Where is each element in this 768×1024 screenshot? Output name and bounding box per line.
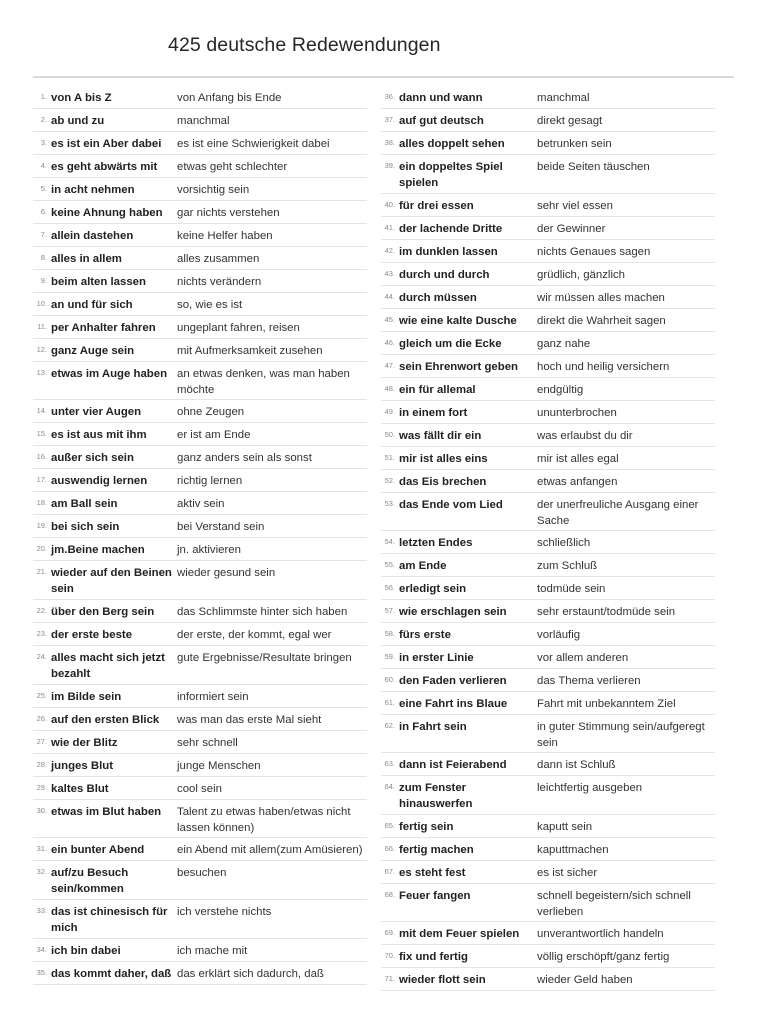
idiom-meaning: nichts verändern xyxy=(177,276,262,288)
idiom-phrase: an und für sich xyxy=(51,299,133,311)
list-item xyxy=(381,401,715,424)
idiom-meaning: sehr viel essen xyxy=(537,200,613,212)
idiom-phrase: bei sich sein xyxy=(51,521,120,533)
item-number: 17. xyxy=(36,475,47,484)
item-number: 6. xyxy=(40,207,47,216)
idiom-phrase: im Bilde sein xyxy=(51,691,122,703)
list-item xyxy=(33,339,367,362)
list-item xyxy=(33,731,367,754)
item-number: 38. xyxy=(384,138,395,147)
item-number: 65. xyxy=(384,821,395,830)
item-number: 25. xyxy=(36,691,47,700)
item-number: 59. xyxy=(384,652,395,661)
list-item xyxy=(33,708,367,731)
idiom-phrase: im dunklen lassen xyxy=(399,246,498,258)
idiom-phrase: mir ist alles eins xyxy=(399,453,488,465)
list-item xyxy=(381,155,715,194)
list-item xyxy=(33,132,367,155)
idiom-meaning: es ist sicher xyxy=(537,867,598,879)
idiom-phrase: das kommt daher, daß xyxy=(51,968,172,980)
item-number: 57. xyxy=(384,606,395,615)
list-item xyxy=(381,600,715,623)
idiom-meaning: schließlich xyxy=(537,537,591,549)
idiom-meaning: cool sein xyxy=(177,783,222,795)
item-number: 54. xyxy=(384,537,395,546)
item-number: 52. xyxy=(384,476,395,485)
idiom-phrase: etwas im Auge haben xyxy=(51,368,168,380)
item-number: 22. xyxy=(36,606,47,615)
idiom-phrase: ich bin dabei xyxy=(51,945,121,957)
item-number: 7. xyxy=(40,230,47,239)
list-item xyxy=(381,577,715,600)
list-item xyxy=(381,378,715,401)
idiom-phrase: beim alten lassen xyxy=(51,276,146,288)
list-item xyxy=(381,692,715,715)
idiom-meaning: ungeplant fahren, reisen xyxy=(177,322,300,334)
idiom-phrase: ein bunter Abend xyxy=(51,844,145,856)
list-item xyxy=(381,861,715,884)
item-number: 14. xyxy=(36,406,47,415)
idiom-phrase: in erster Linie xyxy=(399,652,474,664)
idiom-meaning: von Anfang bis Ende xyxy=(177,92,282,104)
item-number: 33. xyxy=(36,906,47,915)
item-number: 69. xyxy=(384,928,395,937)
idiom-meaning: wieder Geld haben xyxy=(537,974,633,986)
idiom-phrase: am Ende xyxy=(399,560,447,572)
list-item xyxy=(33,962,367,985)
item-number: 56. xyxy=(384,583,395,592)
idiom-meaning: der unerfreuliche Ausgang einer Sache xyxy=(537,499,699,527)
idiom-phrase: sein Ehrenwort geben xyxy=(399,361,518,373)
idiom-meaning: sehr schnell xyxy=(177,737,238,749)
idiom-phrase: auswendig lernen xyxy=(51,475,148,487)
idiom-phrase: wie eine kalte Dusche xyxy=(399,315,517,327)
idiom-phrase: unter vier Augen xyxy=(51,406,142,418)
list-item xyxy=(381,623,715,646)
list-item xyxy=(33,515,367,538)
idiom-meaning: Fahrt mit unbekanntem Ziel xyxy=(537,698,676,710)
idiom-meaning: informiert sein xyxy=(177,691,249,703)
item-number: 16. xyxy=(36,452,47,461)
list-item xyxy=(381,646,715,669)
idiom-phrase: auf/zu Besuch sein/kommen xyxy=(51,867,129,895)
list-item xyxy=(381,838,715,861)
idiom-meaning: sehr erstaunt/todmüde sein xyxy=(537,606,676,618)
item-number: 67. xyxy=(384,867,395,876)
idiom-meaning: so, wie es ist xyxy=(177,299,243,311)
idiom-meaning: besuchen xyxy=(177,867,227,879)
list-item xyxy=(381,309,715,332)
list-item xyxy=(33,400,367,423)
idiom-phrase: den Faden verlieren xyxy=(399,675,507,687)
list-item xyxy=(33,293,367,316)
item-number: 19. xyxy=(36,521,47,530)
idiom-phrase: alles doppelt sehen xyxy=(399,138,505,150)
idiom-meaning: ein Abend mit allem(zum Amüsieren) xyxy=(177,844,363,856)
item-number: 64. xyxy=(384,782,395,791)
list-item xyxy=(33,861,367,900)
item-number: 4. xyxy=(40,161,47,170)
item-number: 13. xyxy=(36,368,47,377)
idiom-phrase: von A bis Z xyxy=(51,92,112,104)
idiom-phrase: erledigt sein xyxy=(399,583,467,595)
idiom-meaning: wir müssen alles machen xyxy=(537,292,665,304)
idiom-phrase: allein dastehen xyxy=(51,230,134,242)
idiom-phrase: fertig machen xyxy=(399,844,474,856)
item-number: 62. xyxy=(384,721,395,730)
idiom-meaning: ich mache mit xyxy=(177,945,248,957)
idiom-phrase: dann ist Feierabend xyxy=(399,759,507,771)
item-number: 24. xyxy=(36,652,47,661)
idiom-phrase: keine Ahnung haben xyxy=(51,207,163,219)
idiom-phrase: fürs erste xyxy=(399,629,451,641)
list-item xyxy=(33,900,367,939)
idiom-meaning: zum Schluß xyxy=(537,560,598,572)
list-item xyxy=(381,554,715,577)
idiom-meaning: das Thema verlieren xyxy=(537,675,641,687)
item-number: 36. xyxy=(384,92,395,101)
list-item xyxy=(381,355,715,378)
item-number: 30. xyxy=(36,806,47,815)
idiom-meaning: das erklärt sich dadurch, daß xyxy=(177,968,324,980)
list-item xyxy=(33,109,367,132)
idiom-phrase: zum Fenster hinauswerfen xyxy=(399,782,473,810)
idiom-phrase: es ist ein Aber dabei xyxy=(51,138,162,150)
idiom-phrase: eine Fahrt ins Blaue xyxy=(399,698,508,710)
item-number: 12. xyxy=(36,345,47,354)
list-item xyxy=(33,247,367,270)
idiom-phrase: außer sich sein xyxy=(51,452,134,464)
idiom-phrase: der lachende Dritte xyxy=(399,223,503,235)
item-number: 32. xyxy=(36,867,47,876)
list-item xyxy=(381,240,715,263)
idiom-meaning: jn. aktivieren xyxy=(177,544,241,556)
idiom-meaning: ganz nahe xyxy=(537,338,591,350)
list-item xyxy=(381,424,715,447)
idiom-phrase: gleich um die Ecke xyxy=(399,338,502,350)
list-item xyxy=(33,538,367,561)
idiom-meaning: ohne Zeugen xyxy=(177,406,245,418)
list-item xyxy=(33,939,367,962)
idiom-phrase: für drei essen xyxy=(399,200,474,212)
list-item xyxy=(381,884,715,922)
idiom-meaning: das Schlimmste hinter sich haben xyxy=(177,606,348,618)
list-item xyxy=(33,646,367,685)
idiom-meaning: was man das erste Mal sieht xyxy=(177,714,322,726)
item-number: 39. xyxy=(384,161,395,170)
item-number: 29. xyxy=(36,783,47,792)
item-number: 23. xyxy=(36,629,47,638)
list-item xyxy=(381,109,715,132)
idiom-phrase: das Eis brechen xyxy=(399,476,487,488)
list-item xyxy=(33,446,367,469)
item-number: 27. xyxy=(36,737,47,746)
idiom-phrase: es ist aus mit ihm xyxy=(51,429,147,441)
idiom-phrase: durch und durch xyxy=(399,269,490,281)
idiom-phrase: fix und fertig xyxy=(399,951,468,963)
idiom-meaning: beide Seiten täuschen xyxy=(537,161,650,173)
list-item xyxy=(33,777,367,800)
idiom-phrase: wie der Blitz xyxy=(51,737,118,749)
idiom-meaning: ganz anders sein als sonst xyxy=(177,452,312,464)
item-number: 47. xyxy=(384,361,395,370)
idiom-meaning: nichts Genaues sagen xyxy=(537,246,651,258)
item-number: 49. xyxy=(384,407,395,416)
phrase-list-left xyxy=(33,86,367,985)
list-item xyxy=(33,469,367,492)
idiom-phrase: wieder flott sein xyxy=(399,974,486,986)
item-number: 8. xyxy=(40,253,47,262)
idiom-meaning: etwas geht schlechter xyxy=(177,161,288,173)
idiom-meaning: der erste, der kommt, egal wer xyxy=(177,629,332,641)
item-number: 18. xyxy=(36,498,47,507)
idiom-meaning: vorsichtig sein xyxy=(177,184,250,196)
idiom-meaning: direkt gesagt xyxy=(537,115,603,127)
idiom-phrase: in einem fort xyxy=(399,407,468,419)
idiom-meaning: gute Ergebnisse/Resultate bringen xyxy=(177,652,352,664)
list-item xyxy=(33,155,367,178)
idiom-meaning: junge Menschen xyxy=(177,760,261,772)
idiom-phrase: alles in allem xyxy=(51,253,122,265)
item-number: 71. xyxy=(384,974,395,983)
list-item xyxy=(381,493,715,531)
idiom-meaning: alles zusammen xyxy=(177,253,260,265)
list-item xyxy=(381,945,715,968)
item-number: 34. xyxy=(36,945,47,954)
idiom-meaning: kaputtmachen xyxy=(537,844,609,856)
list-item xyxy=(33,178,367,201)
idiom-phrase: ganz Auge sein xyxy=(51,345,135,357)
idiom-meaning: todmüde sein xyxy=(537,583,606,595)
idiom-meaning: hoch und heilig versichern xyxy=(537,361,670,373)
list-item xyxy=(381,263,715,286)
idiom-phrase: das Ende vom Lied xyxy=(399,499,503,511)
idiom-phrase: fertig sein xyxy=(399,821,454,833)
list-item xyxy=(33,600,367,623)
list-item xyxy=(381,815,715,838)
list-item xyxy=(381,470,715,493)
item-number: 1. xyxy=(40,92,47,101)
idiom-phrase: letzten Endes xyxy=(399,537,473,549)
idiom-phrase: junges Blut xyxy=(51,760,114,772)
list-item xyxy=(33,561,367,600)
item-number: 45. xyxy=(384,315,395,324)
list-item xyxy=(381,968,715,991)
idiom-phrase: jm.Beine machen xyxy=(51,544,145,556)
list-item xyxy=(381,286,715,309)
list-item xyxy=(33,623,367,646)
item-number: 50. xyxy=(384,430,395,439)
title-divider xyxy=(33,76,734,78)
list-item xyxy=(33,685,367,708)
item-number: 41. xyxy=(384,223,395,232)
idiom-phrase: mit dem Feuer spielen xyxy=(399,928,520,940)
item-number: 28. xyxy=(36,760,47,769)
idiom-meaning: leichtfertig ausgeben xyxy=(537,782,643,794)
idiom-meaning: er ist am Ende xyxy=(177,429,251,441)
item-number: 31. xyxy=(36,844,47,853)
idiom-meaning: bei Verstand sein xyxy=(177,521,265,533)
idiom-phrase: durch müssen xyxy=(399,292,477,304)
idiom-meaning: mit Aufmerksamkeit zusehen xyxy=(177,345,323,357)
list-item xyxy=(381,531,715,554)
list-item xyxy=(33,316,367,339)
idiom-phrase: das ist chinesisch für mich xyxy=(51,906,168,934)
idiom-meaning: ich verstehe nichts xyxy=(177,906,272,918)
idiom-meaning: unverantwortlich handeln xyxy=(537,928,664,940)
idiom-phrase: es geht abwärts mit xyxy=(51,161,158,173)
item-number: 20. xyxy=(36,544,47,553)
list-item xyxy=(381,447,715,470)
idiom-meaning: der Gewinner xyxy=(537,223,606,235)
idiom-phrase: ein für allemal xyxy=(399,384,476,396)
idiom-meaning: grüdlich, gänzlich xyxy=(537,269,626,281)
list-item xyxy=(33,86,367,109)
item-number: 9. xyxy=(40,276,47,285)
idiom-phrase: am Ball sein xyxy=(51,498,118,510)
idiom-meaning: es ist eine Schwierigkeit dabei xyxy=(177,138,330,150)
idiom-meaning: vor allem anderen xyxy=(537,652,629,664)
item-number: 11. xyxy=(37,322,47,331)
list-item xyxy=(381,776,715,815)
idiom-phrase: Feuer fangen xyxy=(399,890,471,902)
idiom-phrase: es steht fest xyxy=(399,867,466,879)
idiom-meaning: betrunken sein xyxy=(537,138,612,150)
list-item xyxy=(381,86,715,109)
idiom-meaning: endgültig xyxy=(537,384,584,396)
list-item xyxy=(33,362,367,400)
idiom-phrase: in acht nehmen xyxy=(51,184,135,196)
item-number: 2. xyxy=(40,115,47,124)
item-number: 5. xyxy=(40,184,47,193)
idiom-phrase: alles macht sich jetzt bezahlt xyxy=(51,652,165,680)
idiom-phrase: was fällt dir ein xyxy=(399,430,482,442)
list-item xyxy=(33,838,367,861)
idiom-meaning: was erlaubst du dir xyxy=(537,430,633,442)
item-number: 10. xyxy=(36,299,47,308)
idiom-meaning: direkt die Wahrheit sagen xyxy=(537,315,666,327)
idiom-meaning: dann ist Schluß xyxy=(537,759,616,771)
list-item xyxy=(381,715,715,753)
idiom-meaning: an etwas denken, was man haben möchte xyxy=(177,368,350,396)
idiom-meaning: vorläufig xyxy=(537,629,581,641)
idiom-meaning: keine Helfer haben xyxy=(177,230,273,242)
idiom-phrase: wieder auf den Beinen sein xyxy=(51,567,172,595)
idiom-meaning: etwas anfangen xyxy=(537,476,618,488)
list-item xyxy=(33,224,367,247)
idiom-meaning: mir ist alles egal xyxy=(537,453,619,465)
list-item xyxy=(381,332,715,355)
idiom-meaning: manchmal xyxy=(537,92,590,104)
item-number: 58. xyxy=(384,629,395,638)
idiom-phrase: dann und wann xyxy=(399,92,483,104)
list-item xyxy=(33,201,367,224)
list-item xyxy=(33,492,367,515)
list-item xyxy=(33,800,367,838)
item-number: 70. xyxy=(384,951,395,960)
item-number: 43. xyxy=(384,269,395,278)
idiom-phrase: auf gut deutsch xyxy=(399,115,484,127)
list-item xyxy=(381,194,715,217)
item-number: 40. xyxy=(384,200,395,209)
idiom-phrase: etwas im Blut haben xyxy=(51,806,162,818)
item-number: 35. xyxy=(36,968,47,977)
idiom-phrase: per Anhalter fahren xyxy=(51,322,156,334)
item-number: 68. xyxy=(384,890,395,899)
idiom-phrase: wie erschlagen sein xyxy=(399,606,507,618)
idiom-phrase: ein doppeltes Spiel spielen xyxy=(399,161,503,189)
idiom-meaning: wieder gesund sein xyxy=(177,567,276,579)
idiom-meaning: Talent zu etwas haben/etwas nicht lassen können) xyxy=(177,806,351,834)
item-number: 26. xyxy=(36,714,47,723)
list-item xyxy=(381,753,715,776)
phrase-list-right xyxy=(381,86,715,991)
item-number: 46. xyxy=(384,338,395,347)
idiom-phrase: über den Berg sein xyxy=(51,606,155,618)
item-number: 48. xyxy=(384,384,395,393)
idiom-phrase: auf den ersten Blick xyxy=(51,714,160,726)
idiom-phrase: ab und zu xyxy=(51,115,105,127)
list-item xyxy=(381,132,715,155)
item-number: 3. xyxy=(40,138,47,147)
page-title: 425 deutsche Redewendungen xyxy=(168,34,441,56)
list-item xyxy=(33,423,367,446)
idiom-meaning: aktiv sein xyxy=(177,498,225,510)
list-item xyxy=(381,217,715,240)
item-number: 66. xyxy=(384,844,395,853)
list-item xyxy=(381,669,715,692)
idiom-meaning: kaputt sein xyxy=(537,821,593,833)
idiom-meaning: gar nichts verstehen xyxy=(177,207,280,219)
list-item xyxy=(33,270,367,293)
item-number: 61. xyxy=(384,698,395,707)
item-number: 21. xyxy=(36,567,47,576)
list-item xyxy=(381,922,715,945)
idiom-meaning: ununterbrochen xyxy=(537,407,617,419)
idiom-phrase: kaltes Blut xyxy=(51,783,109,795)
item-number: 60. xyxy=(384,675,395,684)
item-number: 51. xyxy=(384,453,395,462)
idiom-meaning: manchmal xyxy=(177,115,230,127)
item-number: 53. xyxy=(384,499,395,508)
idiom-meaning: richtig lernen xyxy=(177,475,243,487)
item-number: 44. xyxy=(384,292,395,301)
idiom-phrase: der erste beste xyxy=(51,629,133,641)
idiom-meaning: völlig erschöpft/ganz fertig xyxy=(537,951,670,963)
list-item xyxy=(33,754,367,777)
idiom-phrase: in Fahrt sein xyxy=(399,721,467,733)
item-number: 15. xyxy=(36,429,47,438)
item-number: 63. xyxy=(384,759,395,768)
item-number: 37. xyxy=(384,115,395,124)
idiom-meaning: in guter Stimmung sein/aufgeregt sein xyxy=(537,721,705,749)
item-number: 42. xyxy=(384,246,395,255)
idiom-meaning: schnell begeistern/sich schnell verlieben xyxy=(537,890,691,918)
item-number: 55. xyxy=(384,560,395,569)
